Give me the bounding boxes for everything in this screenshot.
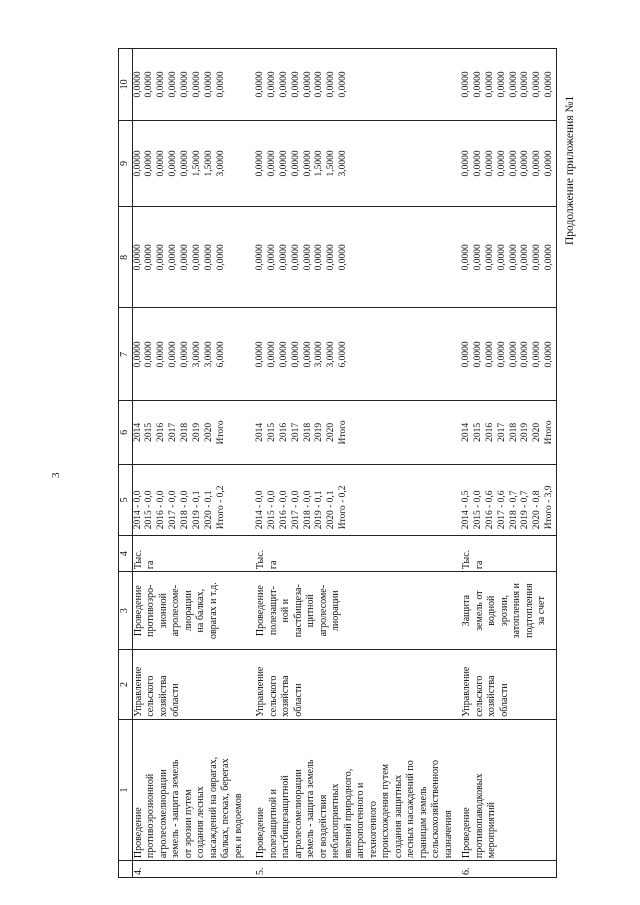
col-8-values: 0,0000 0,0000 0,0000 0,0000 0,0000 1,5000 1,5000 3,0000 bbox=[132, 120, 245, 206]
column-header-9: 9 bbox=[119, 120, 133, 206]
volume-by-year: 2014 - 0,0 2015 - 0,0 2016 - 0,0 2017 - 0,0 2018 - 0,0 2019 - 0,1 2020 - 0,1 Итого - 0,2 bbox=[132, 464, 245, 536]
col-6-values: 0,0000 0,0000 0,0000 0,0000 0,0000 3,0000 3,0000 6,0000 bbox=[132, 308, 245, 401]
years-column: 2014 2015 2016 2017 2018 2019 2020 Итого bbox=[455, 401, 557, 464]
measure-name: Проведение противопаводковых мероприятий bbox=[455, 719, 557, 860]
program-measures-table bbox=[118, 48, 557, 878]
column-header-8: 8 bbox=[119, 207, 133, 308]
column-header-2: 2 bbox=[119, 650, 133, 720]
unit: Тыс. га bbox=[245, 536, 455, 572]
column-header-0 bbox=[119, 861, 133, 878]
col-7-values: 0,0000 0,0000 0,0000 0,0000 0,0000 0,0000 0,0000 0,0000 bbox=[132, 207, 245, 308]
years-column: 2014 2015 2016 2017 2018 2019 2020 Итого bbox=[245, 401, 455, 464]
table-row-6 bbox=[455, 49, 557, 878]
col-8-values: 0,0000 0,0000 0,0000 0,0000 0,0000 0,0000 0,0000 0,0000 bbox=[455, 120, 557, 206]
column-header-6: 6 bbox=[119, 401, 133, 464]
years-column: 2014 2015 2016 2017 2018 2019 2020 Итого bbox=[132, 401, 245, 464]
executor: Управление сельского хозяйства области bbox=[245, 650, 455, 720]
column-number-row bbox=[119, 49, 133, 878]
unit: Тыс. га bbox=[455, 536, 557, 572]
executor: Управление сельского хозяйства области bbox=[455, 650, 557, 720]
volume-by-year: 2014 - 0,5 2015 - 0,0 2016 - 0,6 2017 - 0,6 2018 - 0,7 2019 - 0,7 2020 - 0,8 Итого - 3,9 bbox=[455, 464, 557, 536]
column-header-5: 5 bbox=[119, 464, 133, 536]
col-7-values: 0,0000 0,0000 0,0000 0,0000 0,0000 0,0000 0,0000 0,0000 bbox=[455, 207, 557, 308]
unit: Тыс. га bbox=[132, 536, 245, 572]
col-8-values: 0,0000 0,0000 0,0000 0,0000 0,0000 1,5000 1,5000 3,0000 bbox=[245, 120, 455, 206]
row-number: 6. bbox=[455, 861, 557, 878]
column-header-3: 3 bbox=[119, 572, 133, 650]
appendix-continuation-heading: Продолжение приложения №1 bbox=[564, 95, 576, 245]
col-9-values: 0,0000 0,0000 0,0000 0,0000 0,0000 0,0000 0,0000 0,0000 bbox=[132, 49, 245, 121]
col-6-values: 0,0000 0,0000 0,0000 0,0000 0,0000 3,0000 3,0000 6,0000 bbox=[245, 308, 455, 401]
column-header-4: 4 bbox=[119, 536, 133, 572]
row-number: 4. bbox=[132, 861, 245, 878]
table-row-4 bbox=[132, 49, 245, 878]
measure-description: Проведение полезащит- ной и пастбищеза- щитной агролесоме- лиорации bbox=[245, 572, 455, 650]
col-6-values: 0,0000 0,0000 0,0000 0,0000 0,0000 0,0000 0,0000 0,0000 bbox=[455, 308, 557, 401]
col-7-values: 0,0000 0,0000 0,0000 0,0000 0,0000 0,0000 0,0000 0,0000 bbox=[245, 207, 455, 308]
measure-name: Проведение полезащитной и пастбищезащитной агролесомелиорации земель - защита земель от воздействия неблагоприятных явлений природного, антропогенного и техногенного происхождения путем создания защитных лесных насаждений по границам земель сельскохозяйственного назначения bbox=[245, 719, 455, 860]
measure-description: Проведение противоэро- зионной агролесоме- лиорации на балках, оврагах и т.д. bbox=[132, 572, 245, 650]
rotated-page-content bbox=[118, 48, 630, 878]
measure-description: Защита земель от водной эрозии, затопления и подтопления за счет bbox=[455, 572, 557, 650]
column-header-7: 7 bbox=[119, 308, 133, 401]
col-9-values: 0,0000 0,0000 0,0000 0,0000 0,0000 0,0000 0,0000 0,0000 bbox=[455, 49, 557, 121]
column-header-1: 1 bbox=[119, 719, 133, 860]
executor: Управление сельского хозяйства области bbox=[132, 650, 245, 720]
page-number: 3 bbox=[50, 472, 62, 478]
table-row-5 bbox=[245, 49, 455, 878]
volume-by-year: 2014 - 0,0 2015 - 0,0 2016 - 0,0 2017 - 0,0 2018 - 0,0 2019 - 0,1 2020 - 0,1 Итого - 0,2 bbox=[245, 464, 455, 536]
column-header-10: 10 bbox=[119, 49, 133, 121]
col-9-values: 0,0000 0,0000 0,0000 0,0000 0,0000 0,0000 0,0000 0,0000 bbox=[245, 49, 455, 121]
row-number: 5. bbox=[245, 861, 455, 878]
measure-name: Проведение противоэрозионной агролесомелиорации земель - защита земель от эрозии путем создания лесных насаждений на оврагах, балках, песках, берегах рек и водоемов bbox=[132, 719, 245, 860]
